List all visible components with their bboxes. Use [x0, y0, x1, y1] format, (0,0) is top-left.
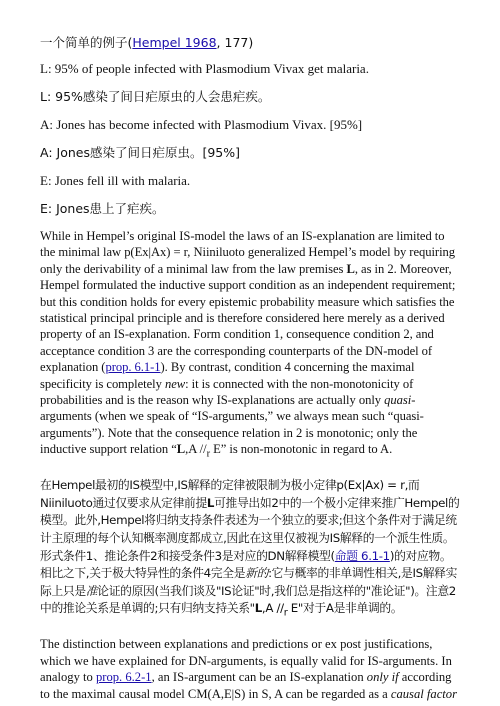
citation-link-hempel-1968[interactable]: Hempel 1968: [132, 35, 217, 50]
para-cn-text-2: 可推导出如2中的一个极小定律来推广Hempel的模型。此外,Hempel将归纳支持条件表述为一个独立的要求;但这个条件对于满足统计主原理的每个认知概率测度都成立,因此在这里仅被视为IS解释的一个派生性质。形式条件1、推论条件2和接受条件3是对应的DN解释模型(: [40, 495, 460, 563]
explanation-prediction-paragraph: [40, 636, 462, 702]
para-en-bold-l: L: [346, 261, 355, 276]
para-en-text-1: While in Hempel’s original IS-model the laws of an IS-explanation are limited to the minimal law p(Ex|Ax) = r, Niiniluoto generalized Hempel’s model by requiring only the derivability of a minimal law from the law premises: [40, 229, 456, 276]
para-en-italic-new: new: [164, 376, 186, 391]
para-cn-sub-r: r: [283, 607, 288, 619]
heading-text: 一个简单的例子(: [40, 35, 133, 50]
para-en-sub-r: r: [206, 448, 211, 460]
para-en-text-4: : it is connected with the non-monotonicity of probabilities and is the reason why IS-explanations are actually only: [40, 376, 414, 408]
para-cn-text-7: E"对于A是非单调的。: [287, 601, 403, 616]
antecedent-en: A: Jones has become infected with Plasmodium Vivax. [95%]: [40, 117, 363, 132]
example-heading: [40, 34, 462, 52]
antecedent-cn: A: Jones感染了间日疟原虫。[95%]: [40, 145, 241, 160]
explanandum-cn: E: Jones患上了疟疾。: [40, 201, 165, 216]
para-last-italic-causal-factor: causal factor: [390, 686, 457, 701]
is-model-paragraph-en: [40, 228, 462, 463]
para-en-italic-quasi: quasi: [384, 393, 412, 408]
document-page: [40, 34, 462, 702]
law-premise-en: L: 95% of people infected with Plasmodium Vivax get malaria.: [40, 61, 369, 76]
para-en-bold-l-2: L: [176, 442, 186, 457]
law-premise-cn: L: 95%感染了间日疟原虫的人会患疟疾。: [40, 89, 271, 104]
explanandum-en: E: Jones fell ill with malaria.: [40, 173, 191, 188]
para-cn-text-1: 在Hempel最初的IS模型中,IS解释的定律被限制为极小定律p(Ex|Ax) = r,而Niiniluoto通过仅要求从定律前提: [40, 478, 420, 510]
para-cn-text-3: )的对应物。相比之下,关于极大特异性的条件4完全是: [40, 548, 452, 581]
is-model-paragraph-cn: [40, 477, 462, 622]
para-en-text-5: -arguments (when we speak of “IS-arguments,” we always mean such “quasi-arguments”). Note that the consequence relation in 2 is monotonic; only the inductive support relation “: [40, 393, 424, 457]
para-cn-bold-l: L: [206, 495, 215, 510]
heading-suffix: , 177): [216, 35, 254, 50]
prop-6-1-1-link[interactable]: prop. 6.1-1: [105, 360, 161, 375]
para-cn-text-4: :它与概率的非单调性相关,是IS解释实际上只是: [40, 566, 458, 598]
para-cn-text-5: 论证的原因(当我们谈及"IS论证"时,我们总是指这样的"准论证")。注意2中的推论关系是单调的;只有归纳支持关系": [40, 583, 456, 616]
para-last-text-3: according to the maximal causal model CM(A,E|S) in S, A can be regarded as a: [40, 670, 452, 701]
para-en-text-7: E” is non-monotonic in regard to A.: [210, 442, 393, 457]
para-last-italic-only-if: only if: [366, 670, 399, 685]
para-cn-italic-quasi: 准: [85, 583, 98, 598]
para-last-text-1: The distinction between explanations and predictions or ex post justifications, which we have explained for DN-arguments, is equally valid for IS-arguments. In analogy to: [40, 637, 452, 685]
para-last-text-2: , an IS-argument can be an IS-explanation: [151, 670, 367, 685]
proposition-6-1-1-link[interactable]: 命题 6.1-1: [334, 548, 390, 563]
para-en-text-6: ,A //: [185, 442, 207, 457]
prop-6-2-1-link[interactable]: prop. 6.2-1: [95, 670, 152, 685]
para-cn-bold-l-2: L: [254, 601, 262, 616]
para-en-text-2: , as in 2. Moreover, Hempel formulated the inductive support condition as an independent requirement; but this condition holds for every epistemic probability measure which satisfies the statistical principal principle and is therefore considered here merely as a derived property of an IS-explanation. Form condition 1, consequence condition 2, and acceptance condition 3 are the corresponding counterparts of the DN-model of explanation (: [40, 261, 456, 375]
para-cn-text-6: ,A //: [261, 601, 284, 616]
para-en-text-3: ). By contrast, condition 4 concerning the maximal specificity is completely: [40, 360, 415, 391]
para-cn-italic-new: 新的: [245, 566, 269, 581]
